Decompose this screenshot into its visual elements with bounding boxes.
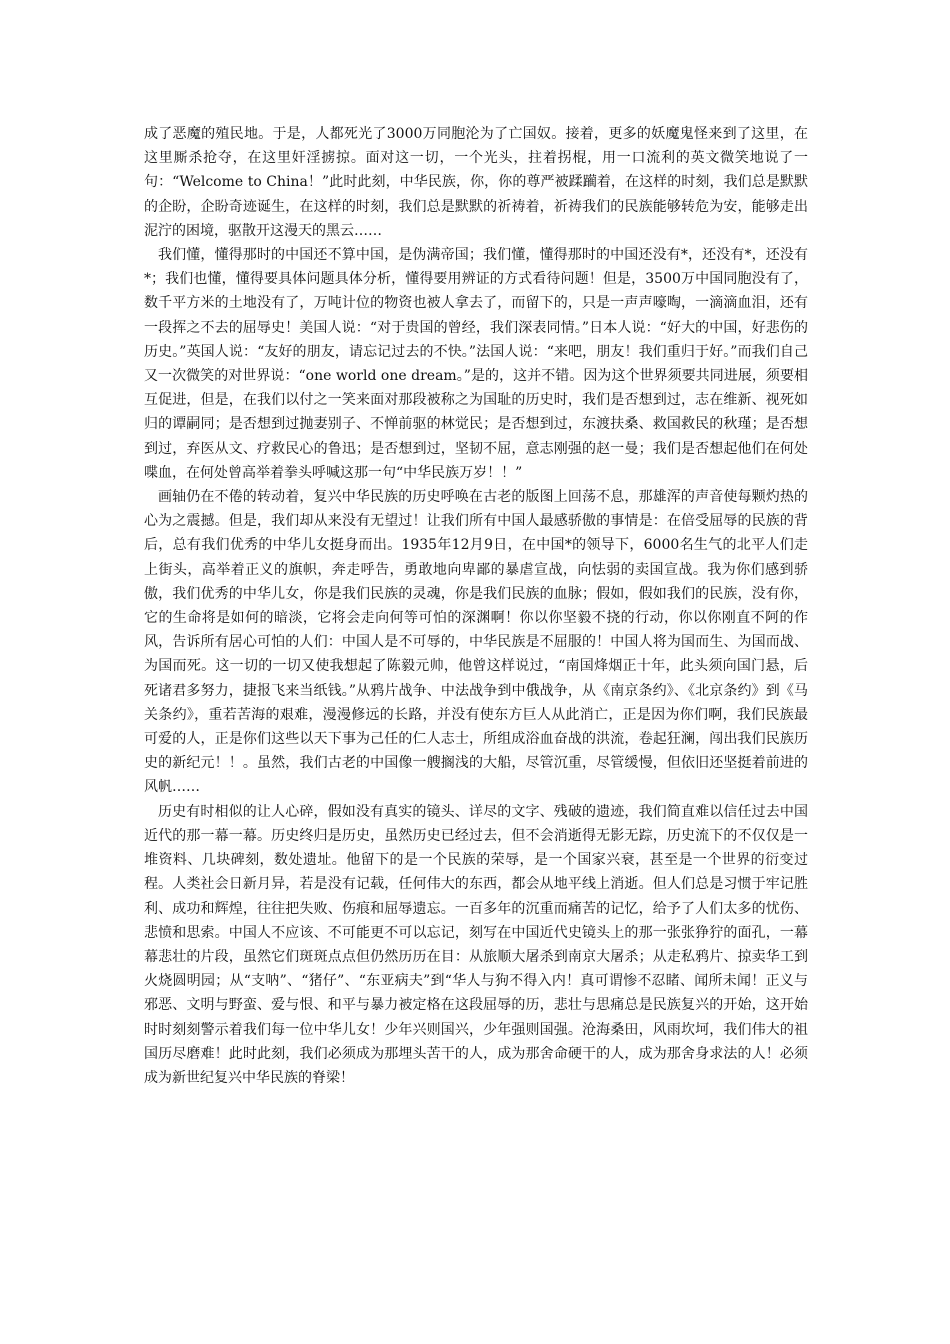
paragraph-3: 画轴仍在不倦的转动着，复兴中华民族的历史呼唤在古老的版图上回荡不息，那雄浑的声音使每颗灼热的心为之震撼。但是，我们却从来没有无望过！让我们所有中国人最感骄傲的事情是：在倍受屈辱的民族的背后，总有我们优秀的中华儿女挺身而出。1935年12月9日，在中国*的领导下，6000名生气的北平人们走上街头，高举着正义的旗帜，奔走呼告，勇敢地向卑鄙的暴虐宣战，向怯弱的卖国宣战。我为你们感到骄傲，我们优秀的中华儿女，你是我们民族的灵魂，你是我们民族的血脉；假如，假如我们的民族，没有你，它的生命将是如何的暗淡，它将会走向何等可怕的深渊啊！你以你坚毅不挠的行动，你以你刚直不阿的作风，告诉所有居心可怕的人们：中国人是不可辱的，中华民族是不屈服的！中国人将为国而生、为国而战、为国而死。这一切的一切又使我想起了陈毅元帅，他曾这样说过，“南国烽烟正十年，此头须向国门悬，后死诸君多努力，捷报飞来当纸钱。”从鸦片战争、中法战争到中俄战争，从《南京条约》、《北京条约》到《马关条约》，重若苦海的艰难，漫漫修远的长路，并没有使东方巨人从此消亡，正是因为你们啊，我们民族最可爱的人，正是你们这些以天下事为己任的仁人志士，所组成浴血奋战的洪流，卷起狂澜，闯出我们民族历史的新纪元！！。虽然，我们古老的中国像一艘搁浅的大船，尽管沉重，尽管缓慢，但依旧还坚挺着前进的风帆…… xyxy=(144,489,808,796)
paragraph-4: 历史有时相似的让人心碎，假如没有真实的镜头、详尽的文字、残破的遗迹，我们简直难以信任过去中国近代的那一幕一幕。历史终归是历史，虽然历史已经过去，但不会消逝得无影无踪，历史流下的不仅仅是一堆资料、几块碑刻，数处遗址。他留下的是一个民族的荣辱，是一个国家兴衰，甚至是一个世界的衍变过程。人类社会日新月异，若是没有记载，任何伟大的东西，都会从地平线上消逝。但人们总是习惯于牢记胜利、成功和辉煌，往往把失败、伤痕和屈辱遗忘。一百多年的沉重而痛苦的记忆，给予了人们太多的忧伤、悲愤和思索。中国人不应该、不可能更不可以忘记，刻写在中国近代史镜头上的那一张张狰狞的面孔，一幕幕悲壮的片段，虽然它们斑斑点点但仍然历历在目：从旅顺大屠杀到南京大屠杀；从走私鸦片、掠卖华工到火烧圆明园；从“支呐”、“猪仔”、“东亚病夫”到“华人与狗不得入内！真可谓惨不忍睹、闻所未闻！正义与邪恶、文明与野蛮、爱与恨、和平与暴力被定格在这段屈辱的历，悲壮与思痛总是民族复兴的开始，这开始时时刻刻警示着我们每一位中华儿女！少年兴则国兴，少年强则国强。沧海桑田，风雨坎坷，我们伟大的祖国历尽磨难！此时此刻，我们必须成为那埋头苦干的人，成为那舍命硬干的人，成为那舍身求法的人！必须成为新世纪复兴中华民族的脊梁！ xyxy=(144,803,808,1086)
paragraph-2: 我们懂，懂得那时的中国还不算中国，是伪满帝国；我们懂，懂得那时的中国还没有*，还没有*，还没有*；我们也懂，懂得要具体问题具体分析，懂得要用辨证的方式看待问题！但是，3500万中国同胞没有了，数千平方米的土地没有了，万吨计位的物资也被人拿去了，而留下的，只是一声声嚎啕，一滴滴血泪，还有一段挥之不去的屈辱史！美国人说：“对于贵国的曾经，我们深表同情。”日本人说：“好大的中国，好悲伤的历史。”英国人说：“友好的朋友，请忘记过去的不快。”法国人说：“来吧，朋友！我们重归于好。”而我们自己又一次微笑的对世界说：“one world one dream。”是的，这并不错。因为这个世界须要共同进展，须要相互促进，但是，在我们以付之一笑来面对那段被称之为国耻的历史时，我们是否想到过，志在维新、视死如归的谭嗣同；是否想到过抛妻别子、不惮前驱的林觉民；是否想到过，东渡扶桑、救国救民的秋瑾；是否想到过，弃医从文、疗救民心的鲁迅；是否想到过，坚韧不屈，意志刚强的赵一曼；我们是否想起他们在何处喋血，在何处曾高举着拳头呼喊这那一句“中华民族万岁！！” xyxy=(144,247,808,481)
paragraph-1: 成了恶魔的殖民地。于是，人都死光了3000万同胞沦为了亡国奴。接着，更多的妖魔鬼怪来到了这里，在这里厮杀抢夺，在这里奸淫掳掠。面对这一切，一个光头，拄着拐棍，用一口流利的英文微笑地说了一句：“Welcome to China！”此时此刻，中华民族，你，你的尊严被蹂躏着，在这样的时刻，我们总是默默的企盼，企盼奇迹诞生，在这样的时刻，我们总是默默的祈祷着，祈祷我们的民族能够转危为安，能够走出泥泞的困境，驱散开这漫天的黑云…… xyxy=(144,126,808,239)
document-body xyxy=(144,122,808,1090)
